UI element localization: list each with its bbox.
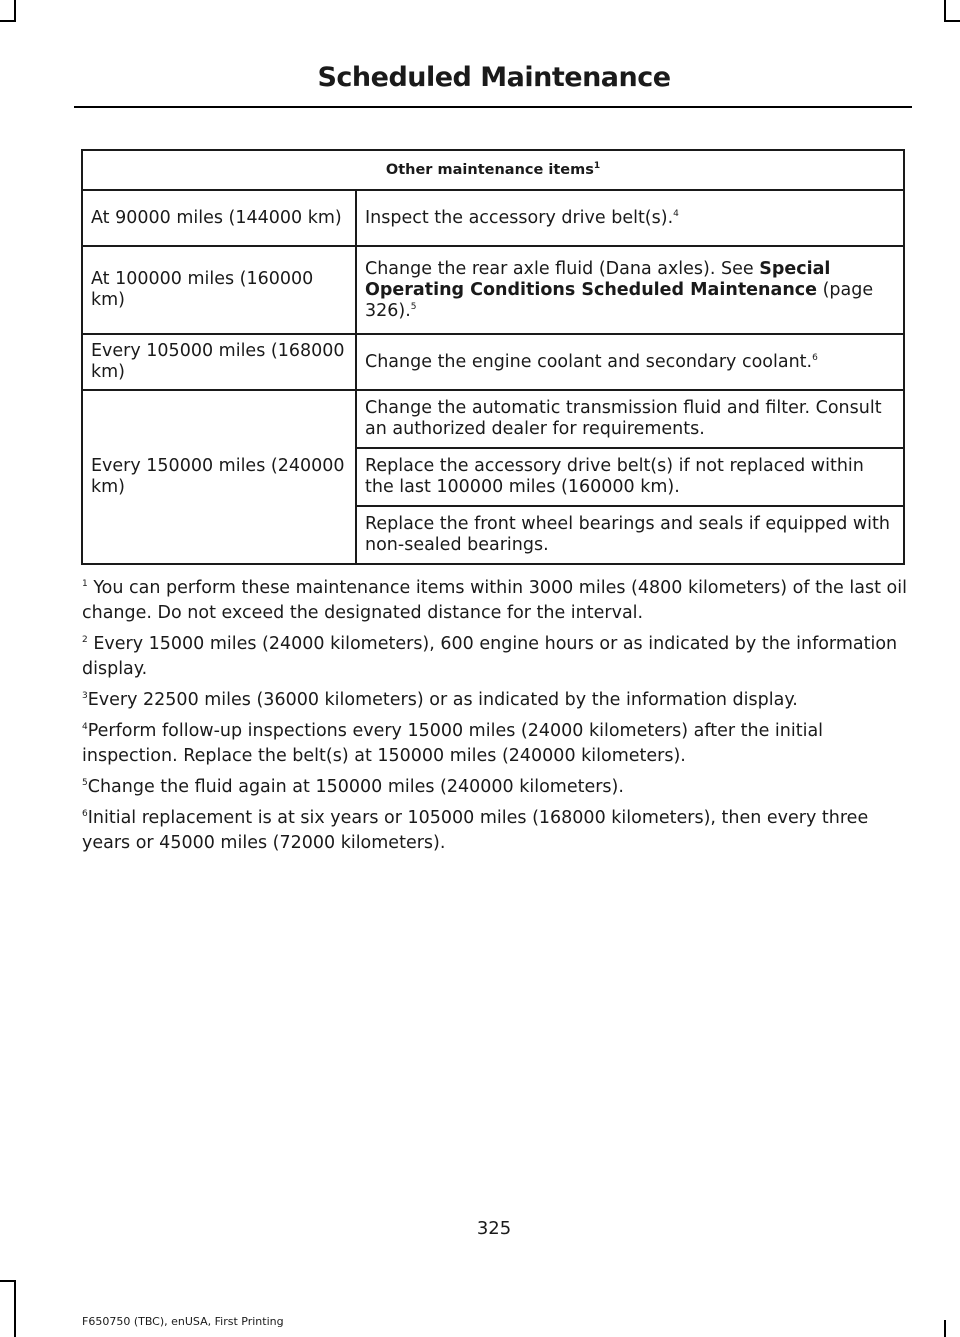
table-row (82, 334, 904, 390)
table-header-row (82, 150, 904, 190)
footnote-mark: 2 (82, 635, 88, 646)
maintenance-table (81, 149, 905, 565)
crop-mark (944, 1320, 946, 1337)
crop-mark (944, 20, 960, 22)
footnote-ref: 1 (593, 160, 601, 171)
footnote-mark: 3 (82, 691, 88, 702)
footnote (82, 806, 908, 856)
action-text: Change the engine coolant and secondary coolant. (365, 351, 813, 372)
table-caption (82, 150, 904, 190)
footnote-ref: 6 (812, 352, 818, 363)
footnote-text: Every 22500 miles (36000 kilometers) or as indicated by the information display. (87, 690, 798, 710)
table-row (82, 390, 904, 448)
footnote (82, 632, 908, 682)
action-cell: Replace the front wheel bearings and seals if equipped with non-sealed bearings. (356, 506, 904, 564)
crop-mark (944, 0, 946, 20)
footnote-text: You can perform these maintenance items within 3000 miles (4800 kilometers) of the last oil change. Do not exceed the designated distance for the interval. (82, 578, 907, 623)
action-text: Change the rear axle fluid (Dana axles). See (365, 258, 760, 279)
interval-cell: At 90000 miles (144000 km) (82, 190, 356, 246)
table-row (82, 246, 904, 334)
footnote (82, 719, 908, 769)
action-text: Inspect the accessory drive belt(s). (365, 207, 674, 228)
footnote-text: Every 15000 miles (24000 kilometers), 600 engine hours or as indicated by the information display. (82, 634, 898, 679)
footnote-mark: 4 (82, 722, 88, 733)
crop-mark (0, 20, 16, 22)
footnotes (82, 576, 908, 862)
interval-cell: At 100000 miles (160000 km) (82, 246, 356, 334)
footnote (82, 576, 908, 626)
action-cell: Replace the accessory drive belt(s) if not replaced within the last 100000 miles (160000 km). (356, 448, 904, 506)
action-cell (356, 190, 904, 246)
footnote-mark: 1 (82, 579, 88, 590)
footnote (82, 688, 908, 713)
footnote-ref: 5 (410, 301, 417, 312)
footnote-ref: 4 (673, 208, 679, 219)
footnote-mark: 6 (82, 809, 88, 820)
action-cell (356, 246, 904, 334)
crop-mark (14, 0, 16, 20)
footnote-text: Change the fluid again at 150000 miles (240000 kilometers). (87, 777, 624, 797)
crop-mark (14, 1280, 16, 1337)
interval-cell: Every 105000 miles (168000 km) (82, 334, 356, 390)
cross-reference-link[interactable]: Special Operating Conditions Scheduled Maintenance (365, 258, 831, 300)
table-caption-text: Other maintenance items (385, 161, 594, 178)
header-divider (74, 106, 912, 108)
page-number: 325 (476, 1218, 512, 1239)
page-title: Scheduled Maintenance (317, 62, 671, 93)
footnote (82, 775, 908, 800)
action-cell: Change the automatic transmission fluid and filter. Consult an authorized dealer for requirements. (356, 390, 904, 448)
action-text: (page 326). (365, 279, 874, 321)
action-cell (356, 334, 904, 390)
crop-mark (0, 1280, 16, 1282)
interval-cell: Every 150000 miles (240000 km) (82, 390, 356, 564)
footnote-text: Initial replacement is at six years or 105000 miles (168000 kilometers), then every three years or 45000 miles (72000 kilometers). (82, 808, 869, 853)
footnote-mark: 5 (82, 778, 88, 789)
table-row (82, 190, 904, 246)
print-info: F650750 (TBC), enUSA, First Printing (82, 1315, 284, 1328)
footnote-text: Perform follow-up inspections every 15000 miles (24000 kilometers) after the initial inspection. Replace the belt(s) at 150000 miles (240000 kilometers). (82, 721, 824, 766)
